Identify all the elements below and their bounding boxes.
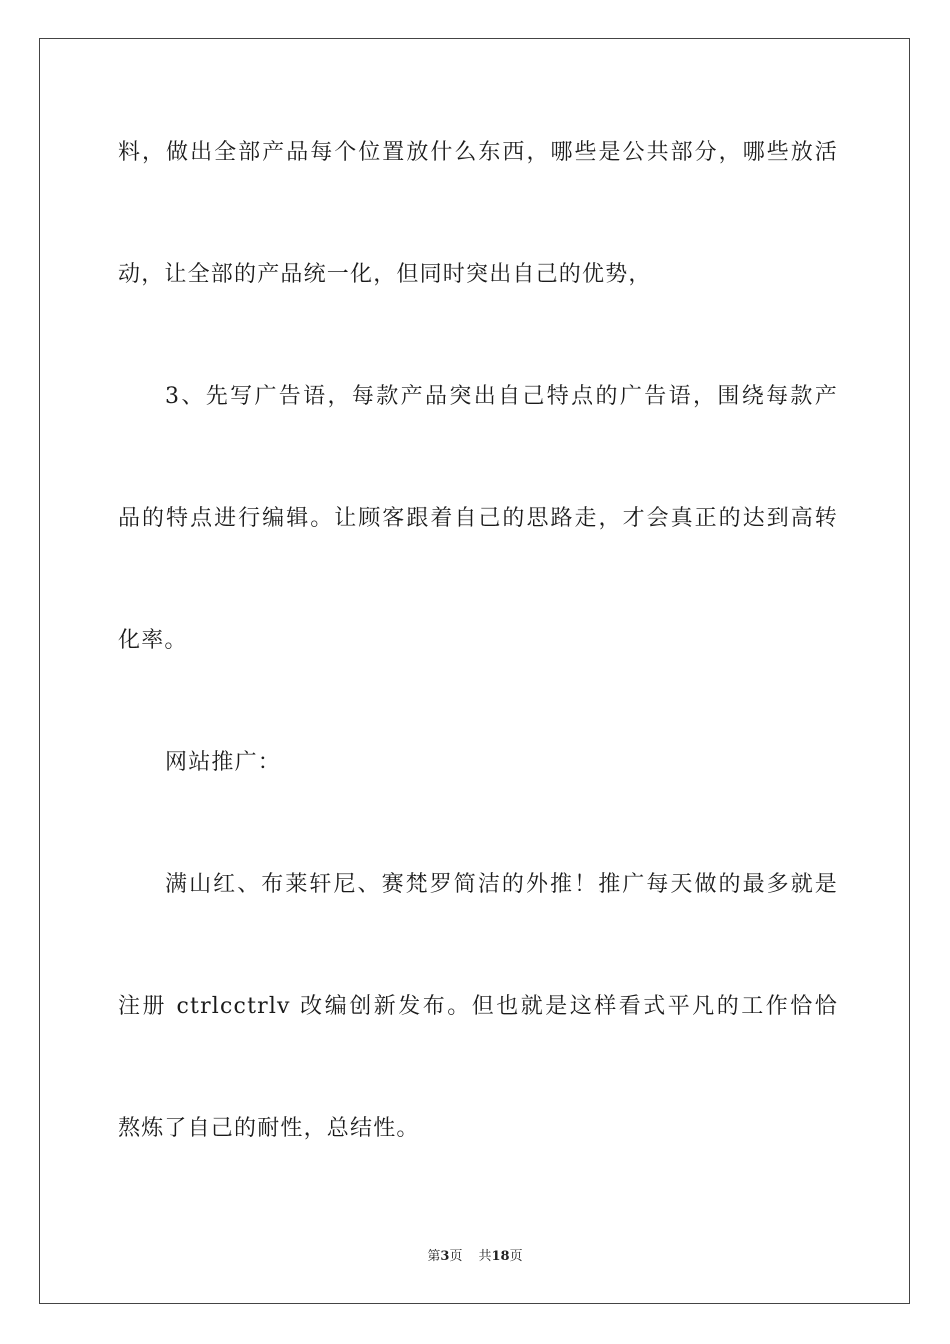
body-line-9: 熬炼了自己的耐性，总结性。 <box>118 1116 420 1141</box>
body-line-3: 3、先写广告语，每款产品突出自己特点的广告语，围绕每款产 <box>165 384 838 409</box>
body-line-1: 料，做出全部产品每个位置放什么东西，哪些是公共部分，哪些放活 <box>118 140 838 165</box>
body-line-2: 动，让全部的产品统一化，但同时突出自己的优势， <box>118 262 652 287</box>
body-line-5: 化率。 <box>118 628 188 653</box>
total-prefix: 共 <box>478 1249 492 1264</box>
section-heading: 网站推广： <box>165 750 282 775</box>
current-page-number: 3 <box>440 1249 450 1264</box>
total-suffix: 页 <box>509 1249 523 1264</box>
page-suffix: 页 <box>449 1249 463 1264</box>
page-prefix: 第 <box>427 1249 441 1264</box>
body-line-7: 满山红、布莱轩尼、赛梵罗简洁的外推！推广每天做的最多就是 <box>165 872 838 897</box>
page-footer <box>0 1248 950 1266</box>
body-line-8: 注册 ctrlcctrlv 改编创新发布。但也就是这样看式平凡的工作恰恰 <box>118 994 838 1019</box>
body-line-4: 品的特点进行编辑。让顾客跟着自己的思路走，才会真正的达到高转 <box>118 506 838 531</box>
total-page-number: 18 <box>491 1249 510 1264</box>
